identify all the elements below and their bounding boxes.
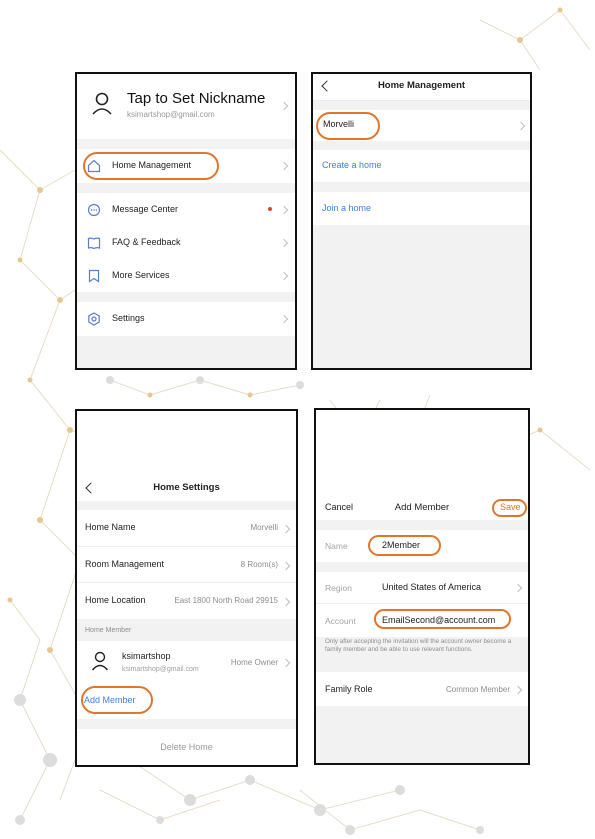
member-email: ksimartshop@gmail.com bbox=[122, 666, 199, 673]
user-icon bbox=[91, 651, 109, 671]
highlight-oval bbox=[374, 609, 511, 629]
highlight-oval bbox=[368, 535, 441, 556]
chevron-right-icon bbox=[282, 659, 290, 667]
delete-home-button[interactable] bbox=[77, 729, 296, 767]
menu-item-label: FAQ & Feedback bbox=[112, 237, 181, 247]
chevron-right-icon bbox=[282, 598, 290, 606]
profile-email: ksimartshop@gmail.com bbox=[127, 110, 215, 119]
chevron-right-icon bbox=[280, 272, 288, 280]
chevron-right-icon bbox=[280, 206, 288, 214]
home-settings-panel bbox=[75, 409, 298, 767]
settings-icon bbox=[87, 312, 101, 326]
name-field-value: 2Member bbox=[382, 540, 421, 550]
page-title: Home Settings bbox=[153, 482, 220, 493]
home-name: Morvelli bbox=[323, 119, 355, 129]
user-icon bbox=[91, 92, 113, 116]
chevron-right-icon bbox=[514, 584, 522, 592]
highlight-oval bbox=[492, 499, 527, 517]
nav-bar bbox=[77, 411, 296, 501]
delete-home-label: Delete Home bbox=[160, 742, 213, 752]
member-name: ksimartshop bbox=[122, 651, 171, 661]
row-label: Home Name bbox=[85, 522, 136, 532]
account-field-value: EmailSecond@account.com bbox=[382, 615, 496, 625]
invitation-note: Only after accepting the invitation will the account owner become a family member and be able to use relevant functions. bbox=[325, 638, 512, 653]
chevron-right-icon bbox=[280, 315, 288, 323]
row-value: East 1800 North Road 29915 bbox=[174, 596, 278, 605]
field-label: Name bbox=[325, 541, 348, 551]
home-management-panel bbox=[311, 72, 532, 370]
chevron-right-icon bbox=[282, 525, 290, 533]
save-button[interactable]: Save bbox=[500, 502, 521, 512]
join-home-link[interactable] bbox=[313, 192, 530, 225]
family-role-row[interactable] bbox=[316, 672, 528, 706]
bookmark-icon bbox=[88, 269, 100, 283]
row-value: Morvelli bbox=[250, 523, 278, 532]
field-label: Account bbox=[325, 616, 356, 626]
page-title: Add Member bbox=[394, 502, 450, 513]
room-management-row[interactable] bbox=[77, 546, 296, 583]
nav-bar bbox=[313, 74, 530, 101]
profile-menu-panel bbox=[75, 72, 297, 370]
add-member-panel bbox=[314, 408, 530, 765]
highlight-oval bbox=[83, 152, 219, 180]
chevron-right-icon bbox=[282, 562, 290, 570]
chevron-right-icon bbox=[280, 102, 288, 110]
create-home-label: Create a home bbox=[322, 160, 382, 170]
highlight-oval bbox=[81, 686, 153, 714]
row-label: Family Role bbox=[325, 684, 373, 694]
row-label: Room Management bbox=[85, 559, 165, 569]
add-member-label: Add Member bbox=[84, 695, 136, 705]
book-icon bbox=[87, 236, 101, 250]
member-role: Home Owner bbox=[230, 658, 278, 667]
chevron-right-icon bbox=[280, 162, 288, 170]
menu-item-more-services[interactable] bbox=[77, 259, 295, 292]
member-row[interactable] bbox=[77, 641, 296, 681]
region-row[interactable] bbox=[316, 572, 528, 603]
home-location-row[interactable] bbox=[77, 582, 296, 619]
chevron-right-icon bbox=[514, 686, 522, 694]
create-home-link[interactable] bbox=[313, 150, 530, 182]
chevron-right-icon bbox=[517, 122, 525, 130]
row-label: Home Location bbox=[85, 595, 146, 605]
menu-item-message-center[interactable] bbox=[77, 193, 295, 226]
menu-item-faq[interactable] bbox=[77, 226, 295, 259]
menu-item-label: Message Center bbox=[112, 204, 179, 214]
menu-item-label: Settings bbox=[112, 313, 145, 323]
menu-item-label: Home Management bbox=[112, 160, 192, 170]
page-title: Home Management bbox=[377, 80, 466, 91]
cancel-button[interactable]: Cancel bbox=[325, 502, 354, 512]
region-value: United States of America bbox=[382, 582, 482, 592]
row-value: 8 Room(s) bbox=[240, 560, 278, 569]
unread-dot bbox=[268, 207, 272, 211]
field-label: Region bbox=[325, 583, 352, 593]
nickname-label: Tap to Set Nickname bbox=[127, 90, 266, 107]
chevron-right-icon bbox=[280, 239, 288, 247]
menu-item-label: More Services bbox=[112, 270, 170, 280]
profile-row[interactable] bbox=[77, 74, 295, 139]
row-value: Common Member bbox=[445, 685, 510, 694]
join-home-label: Join a home bbox=[322, 203, 372, 213]
home-name-row[interactable] bbox=[77, 510, 296, 546]
highlight-oval bbox=[316, 112, 380, 140]
menu-item-settings[interactable] bbox=[77, 302, 295, 336]
section-header: Home Member bbox=[85, 627, 132, 634]
message-icon bbox=[87, 203, 101, 217]
